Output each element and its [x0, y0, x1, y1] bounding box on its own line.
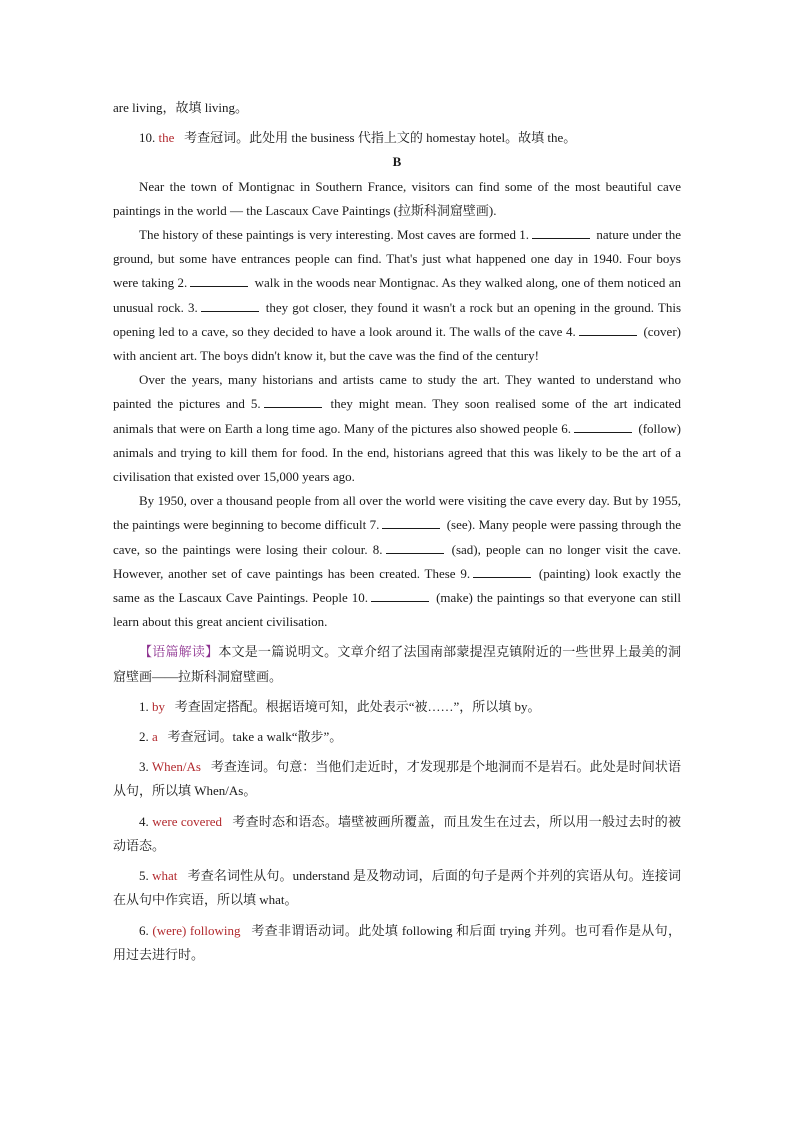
- answer-note: 考查冠词。take a walk“散步”。: [167, 729, 343, 745]
- passage-text: (see). Many people were passing through the cave, so the paintings were losing their colour. 8.: [113, 517, 681, 557]
- analysis-tag: 【语篇解读】: [139, 644, 219, 660]
- intro-line-continued: [113, 96, 681, 120]
- section-title: B: [392, 154, 402, 170]
- answer-blank: [386, 542, 444, 554]
- passage-paragraph: [113, 175, 681, 223]
- answer-item: [113, 919, 681, 967]
- answer-item: [113, 755, 681, 803]
- analysis-paragraph: [113, 640, 681, 688]
- answer-list: [113, 689, 681, 967]
- answer-note: 考查固定搭配。根据语境可知，此处表示“被……”，所以填 by。: [174, 698, 541, 714]
- answer-blank: [532, 227, 590, 239]
- passage-text: (make) the paintings so that everyone can still learn about this great ancient civilisation.: [113, 590, 681, 630]
- passage-paragraph: [113, 489, 681, 634]
- answer-blank: [371, 590, 429, 602]
- answer-number: 1.: [139, 698, 152, 714]
- answer-value: by: [152, 698, 165, 714]
- answer-blank: [473, 566, 531, 578]
- passage-paragraph: [113, 223, 681, 368]
- passage-text: (painting) look exactly the same as the Lascaux Cave Paintings. People 10.: [113, 565, 682, 606]
- analysis-text: 本文是一篇说明文。文章介绍了法国南部蒙提涅克镇附近的一些世界上最美的洞窟壁画——拉斯科洞窟壁画。: [113, 644, 681, 684]
- answer-value: When/As: [151, 759, 201, 775]
- answer-number: 3.: [139, 759, 152, 775]
- passage-text: they got closer, they found it wasn't a rock but an opening in the ground. This opening led to a cave, so they decided to have a look around it. The walls of the cave 4.: [113, 299, 682, 339]
- passage-text: they might mean. They soon realised some of the art indicated animals that were on Earth a long time ago. Many of the pictures also showed people 6.: [113, 396, 681, 436]
- passage-text: walk in the woods near Montignac. As they walked along, one of them noticed an unusual rock. 3.: [113, 275, 681, 315]
- passage: [113, 175, 681, 635]
- answer-blank: [201, 300, 259, 312]
- passage-text: By 1950, over a thousand people from all over the world were visiting the cave every day. But by 1955, the paintings were beginning to become difficult 7.: [113, 493, 681, 533]
- answer-note: 考查非谓语动词。此处填 following 和后面 trying 并列。也可看作是从句，用过去进行时。: [113, 922, 682, 962]
- answer-value: were covered: [152, 813, 223, 829]
- answer-blank: [579, 324, 637, 336]
- answer-item-10: [113, 126, 681, 150]
- answer-item: [113, 810, 681, 858]
- answer-note: 考查名词性从句。understand 是及物动词，后面的句子是两个并列的宾语从句。连接词在从句中作宾语，所以填 what。: [113, 868, 682, 908]
- answer-number: 5.: [139, 868, 153, 884]
- answer-blank: [382, 517, 440, 529]
- answer-item: [113, 864, 681, 912]
- passage-text: nature under the ground, but some have entrances people can find. That's just what happened one day in 1940. Four boys were taking 2.: [113, 227, 681, 291]
- answer-blank: [264, 396, 322, 408]
- intro-text: are living，故填 living。: [113, 100, 249, 115]
- answer-item: [113, 695, 681, 719]
- answer-blank: [190, 275, 248, 287]
- passage-text: (sad), people can no longer visit the cave. However, another set of cave paintings has been created. These 9.: [113, 541, 681, 581]
- answer-number: 4.: [139, 813, 153, 829]
- passage-text: (follow) animals and trying to kill them for food. In the end, historians agreed that this was likely to be the art of a civilisation that existed over 15,000 years ago.: [113, 420, 681, 485]
- document-page: [113, 96, 681, 967]
- answer-note: 考查时态和语态。墙壁被画所覆盖，而且发生在过去，所以用一般过去时的被动语态。: [113, 813, 682, 853]
- answer-value: (were) following: [152, 922, 241, 938]
- passage-text: Over the years, many historians and artists came to study the art. They wanted to understand who painted the pictures and 5.: [113, 372, 681, 412]
- passage-text: (cover) with ancient art. The boys didn't know it, but the cave was the find of the century!: [113, 323, 681, 364]
- answer-item: [113, 725, 681, 749]
- answer-value: the: [158, 130, 175, 146]
- answer-value: what: [152, 868, 178, 884]
- answer-value: a: [152, 729, 158, 745]
- answer-number: 10.: [139, 130, 156, 146]
- answer-note: 考查连词。句意：当他们走近时，才发现那是个地洞而不是岩石。此处是时间状语从句，所以填 When/As。: [113, 759, 681, 799]
- passage-paragraph: [113, 368, 681, 489]
- answer-note: 考查冠词。此处用 the business 代指上文的 homestay hotel。故填 the。: [184, 130, 577, 146]
- answer-number: 6.: [139, 922, 153, 938]
- answer-number: 2.: [139, 729, 152, 745]
- answer-blank: [574, 421, 632, 433]
- passage-text: The history of these paintings is very interesting. Most caves are formed 1.: [139, 227, 530, 243]
- passage-text: Near the town of Montignac in Southern France, visitors can find some of the most beautiful cave paintings in the world — the Lascaux Cave Paintings (拉斯科洞窟壁画).: [113, 178, 681, 218]
